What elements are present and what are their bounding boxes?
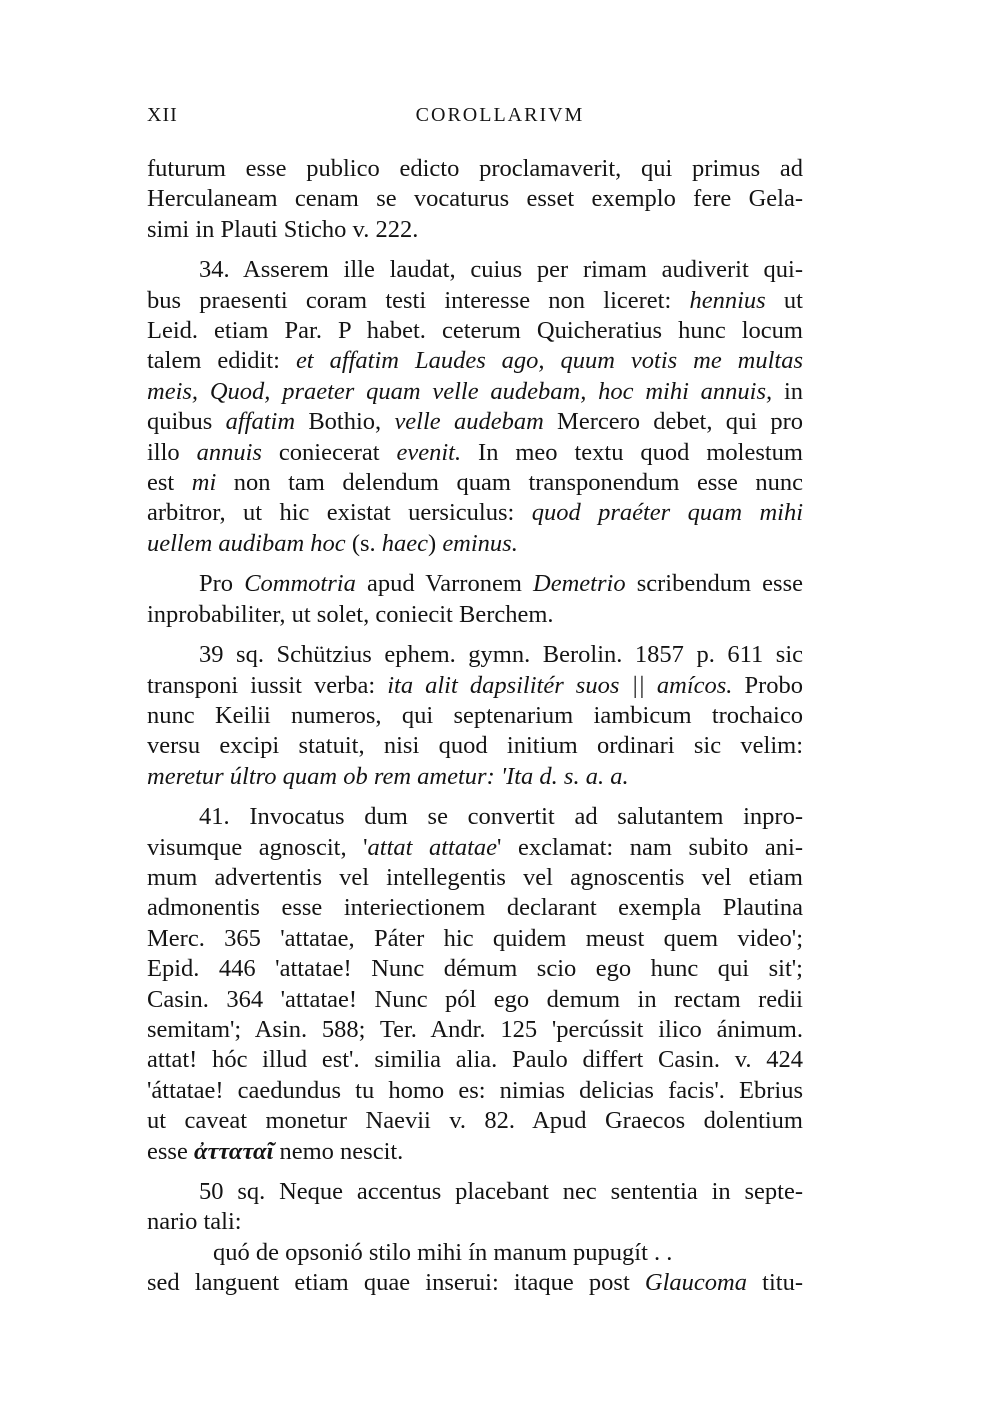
text-segment: Bothio, bbox=[295, 408, 395, 436]
text-segment: Herculaneam cenam se vocaturus esset exemplo fere Gela- bbox=[147, 185, 803, 213]
paragraph bbox=[147, 1238, 803, 1268]
italic-text: eminus. bbox=[442, 529, 518, 557]
text-segment: Pro bbox=[199, 570, 245, 598]
italic-text: et affatim Laudes ago, quum votis me multas bbox=[295, 347, 803, 375]
text-segment: versu excipi statuit, nisi quod initium ordinari sic velim: bbox=[147, 732, 803, 760]
italic-text: Commotria bbox=[244, 570, 356, 598]
text-segment: admonentis esse interiectionem declarant exempla Plautina bbox=[147, 894, 803, 922]
text-line bbox=[147, 893, 803, 923]
paragraph bbox=[147, 1177, 803, 1238]
text-line bbox=[147, 255, 803, 285]
text-segment: coniecerat bbox=[261, 438, 397, 466]
text-segment: semitam'; Asin. 588; Ter. Andr. 125 'percússit ilico ánimum. bbox=[147, 1015, 803, 1043]
text-line bbox=[147, 701, 803, 731]
text-segment: visumque agnoscit, ' bbox=[147, 833, 368, 861]
italic-text: evenit. bbox=[396, 438, 462, 466]
text-segment: in bbox=[772, 377, 803, 405]
text-line bbox=[147, 1268, 803, 1298]
text-segment: sed languent etiam quae inserui: itaque post bbox=[147, 1269, 645, 1297]
paragraph bbox=[147, 255, 803, 559]
text-line bbox=[147, 569, 803, 599]
text-segment: simi in Plauti Sticho v. 222. bbox=[147, 215, 419, 243]
italic-text: uellem audibam hoc bbox=[147, 529, 346, 557]
text-segment: titu- bbox=[747, 1269, 803, 1297]
text-segment: Epid. 446 'attatae! Nunc démum scio ego hunc qui sit'; bbox=[147, 955, 803, 983]
text-segment: Leid. etiam Par. P habet. ceterum Quicheratius hunc locum bbox=[147, 317, 803, 345]
text-line bbox=[147, 1177, 803, 1207]
text-line bbox=[147, 377, 803, 407]
paragraph-gap bbox=[147, 1167, 803, 1177]
text-segment: ) bbox=[428, 529, 443, 557]
text-segment: apud Varronem bbox=[355, 570, 534, 598]
paragraph bbox=[147, 154, 803, 245]
text-segment: illo bbox=[147, 438, 197, 466]
paragraph bbox=[147, 640, 803, 792]
italic-text: meis, Quod, praeter quam velle audebam, hoc mihi annuis, bbox=[147, 377, 773, 405]
text-segment: bus praesenti coram testi interesse non liceret: bbox=[147, 286, 690, 314]
page-number: XII bbox=[147, 104, 178, 126]
text-segment: Mercero debet, qui pro bbox=[543, 408, 804, 436]
italic-text: mi bbox=[191, 469, 217, 497]
text-line bbox=[147, 954, 803, 984]
paragraph-gap bbox=[147, 245, 803, 255]
text-segment: futurum esse publico edicto proclamaverit, qui primus ad bbox=[147, 155, 803, 182]
text-segment: ' exclamat: nam subito ani- bbox=[497, 833, 803, 861]
text-line bbox=[147, 1045, 803, 1075]
text-segment: Merc. 365 'attatae, Páter hic quidem meust quem video'; bbox=[147, 924, 803, 952]
verse-line bbox=[147, 1238, 803, 1268]
paragraph bbox=[147, 569, 803, 630]
text-segment: est bbox=[147, 469, 192, 497]
text-line bbox=[147, 438, 803, 468]
text-line bbox=[147, 215, 803, 245]
text-line bbox=[147, 600, 803, 630]
text-segment: (s. bbox=[345, 529, 382, 557]
text-segment: 34. Asserem ille laudat, cuius per rimam audiverit qui- bbox=[199, 256, 803, 284]
italic-text: Glaucoma bbox=[644, 1269, 747, 1297]
text-line bbox=[147, 346, 803, 376]
text-segment: Casin. 364 'attatae! Nunc pól ego demum in rectam redii bbox=[147, 985, 803, 1013]
italic-text: Demetrio bbox=[533, 570, 626, 598]
text-line bbox=[147, 863, 803, 893]
text-line bbox=[147, 286, 803, 316]
italic-text: attat attatae bbox=[367, 833, 498, 861]
text-line bbox=[147, 468, 803, 498]
text-segment: 50 sq. Neque accentus placebant nec sententia in septe- bbox=[199, 1178, 803, 1205]
italic-text: quod praéter quam mihi bbox=[531, 499, 804, 527]
text-segment: mum advertentis vel intellegentis vel agnoscentis vel etiam bbox=[147, 863, 803, 891]
text-segment: quó de opsonió stilo mihi ín manum pupugít . . bbox=[213, 1238, 673, 1266]
text-line bbox=[147, 833, 803, 863]
text-line bbox=[147, 184, 803, 214]
text-line bbox=[147, 1137, 803, 1167]
text-segment: Probo bbox=[732, 671, 803, 699]
text-line bbox=[147, 316, 803, 346]
running-title: COROLLARIVM bbox=[415, 104, 585, 126]
greek-word: ἀτταταῖ bbox=[193, 1137, 274, 1165]
text-line bbox=[147, 529, 803, 559]
paragraph-gap bbox=[147, 559, 803, 569]
text-line bbox=[147, 802, 803, 832]
text-line bbox=[147, 640, 803, 670]
italic-text: meretur últro quam ob rem ametur: 'Ita d. s. a. a. bbox=[147, 762, 629, 790]
paragraph-gap bbox=[147, 630, 803, 640]
text-segment: quibus bbox=[147, 408, 226, 436]
text-segment: arbitror, ut hic existat uersiculus: bbox=[147, 499, 532, 527]
text-line bbox=[147, 671, 803, 701]
text-line bbox=[147, 1106, 803, 1136]
text-segment: talem edidit: bbox=[147, 347, 296, 375]
text-segment: 'áttatae! caedundus tu homo es: nimias delicias facis'. Ebrius bbox=[147, 1076, 803, 1104]
text-segment: nemo nescit. bbox=[273, 1137, 404, 1165]
text-segment: In meo textu quod molestum bbox=[461, 438, 803, 466]
text-line bbox=[147, 1207, 803, 1237]
text-segment: non tam delendum quam transponendum esse nunc bbox=[216, 469, 803, 497]
italic-text: ita alit dapsilitér suos || amícos. bbox=[387, 671, 733, 699]
text-line bbox=[147, 407, 803, 437]
body-text bbox=[147, 154, 803, 1299]
text-segment: 39 sq. Schützius ephem. gymn. Berolin. 1857 p. 611 sic bbox=[199, 641, 803, 669]
text-line bbox=[147, 762, 803, 792]
text-segment: nunc Keilii numeros, qui septenarium iambicum trochaico bbox=[147, 701, 803, 729]
italic-text: hennius bbox=[689, 286, 766, 314]
paragraph bbox=[147, 1268, 803, 1298]
text-line bbox=[147, 924, 803, 954]
text-segment: 41. Invocatus dum se convertit ad salutantem inpro- bbox=[199, 803, 803, 831]
italic-text: haec bbox=[381, 529, 429, 557]
paragraph-gap bbox=[147, 792, 803, 802]
italic-text: velle audebam bbox=[394, 408, 544, 436]
text-segment: ut caveat monetur Naevii v. 82. Apud Graecos dolentium bbox=[147, 1107, 803, 1135]
text-segment: scribendum esse bbox=[625, 570, 803, 598]
text-segment: nario tali: bbox=[147, 1208, 242, 1236]
text-segment: inprobabiliter, ut solet, coniecit Berchem. bbox=[147, 600, 554, 628]
text-line bbox=[147, 1015, 803, 1045]
text-line bbox=[147, 1076, 803, 1106]
text-line bbox=[147, 154, 803, 184]
text-line bbox=[147, 731, 803, 761]
text-line bbox=[147, 985, 803, 1015]
text-segment: attat! hóc illud est'. similia alia. Paulo differt Casin. v. 424 bbox=[147, 1046, 803, 1074]
italic-text: annuis bbox=[196, 438, 262, 466]
text-segment: transponi iussit verba: bbox=[147, 671, 388, 699]
text-segment: ut bbox=[765, 286, 803, 314]
text-segment: esse bbox=[147, 1137, 194, 1165]
text-line bbox=[147, 498, 803, 528]
italic-text: affatim bbox=[225, 408, 296, 436]
paragraph bbox=[147, 802, 803, 1167]
